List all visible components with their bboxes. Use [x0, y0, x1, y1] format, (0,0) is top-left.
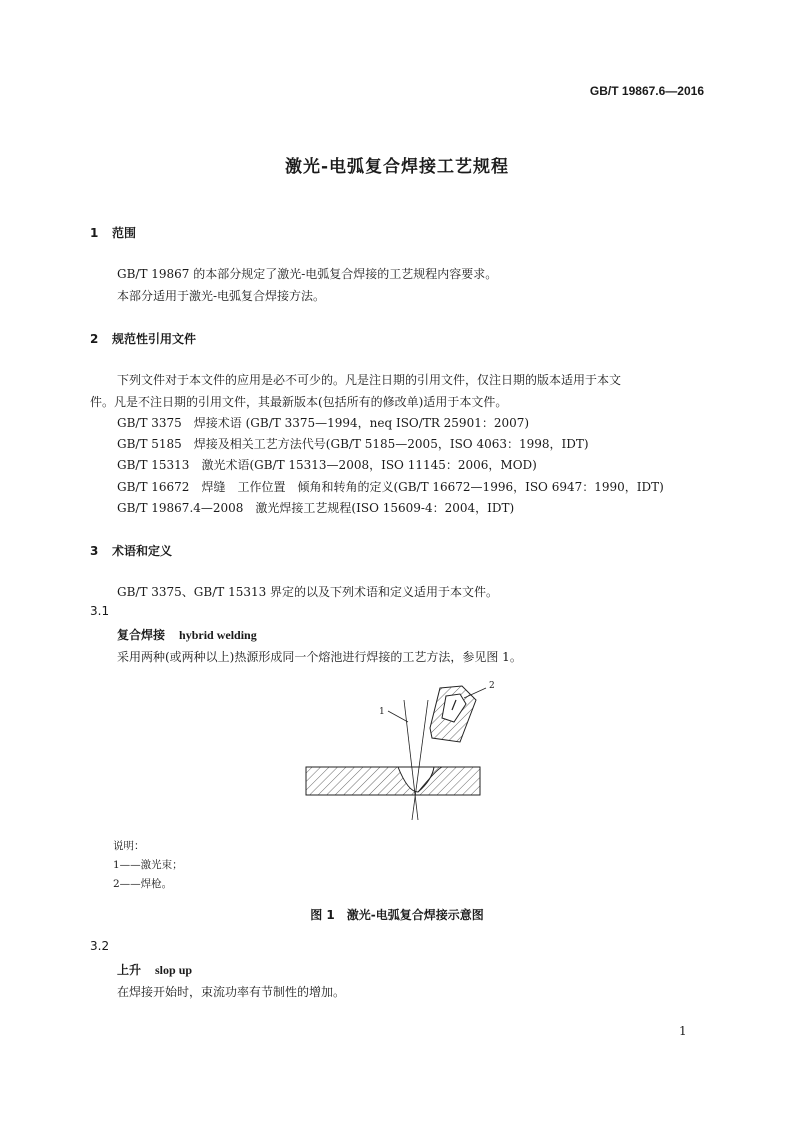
reference-item: GB/T 5185 焊接及相关工艺方法代号(GB/T 5185—2005，ISO 4063：1998，IDT) — [117, 437, 589, 451]
laser-beam — [404, 700, 428, 820]
figure-label-1: 1 — [379, 707, 385, 717]
terms-intro: GB/T 3375、GB/T 15313 界定的以及下列术语和定义适用于本文件。 — [117, 585, 499, 599]
legend-item: 2——焊枪。 — [113, 878, 173, 890]
term-number: 3.2 — [90, 939, 110, 953]
reference-item: GB/T 16672 焊缝 工作位置 倾角和转角的定义(GB/T 16672—1996，ISO 6947：1990，IDT) — [117, 480, 664, 494]
term-number: 3.1 — [90, 604, 110, 618]
section-number: 3 — [90, 544, 99, 558]
welding-torch — [430, 686, 476, 742]
scope-paragraph-1: GB/T 19867 的本部分规定了激光-电弧复合焊接的工艺规程内容要求。 — [117, 267, 498, 281]
reference-item: GB/T 19867.4—2008 激光焊接工艺规程(ISO 15609-4：2004，IDT) — [117, 501, 515, 515]
term-english: hybrid welding — [179, 628, 257, 642]
reference-item: GB/T 3375 焊接术语 (GB/T 3375—1994，neq ISO/TR 25901：2007) — [117, 416, 530, 430]
section-heading-normative-references — [90, 330, 196, 347]
term-title — [117, 961, 192, 978]
references-intro-line-2: 件。凡是不注日期的引用文件，其最新版本(包括所有的修改单)适用于本文件。 — [90, 395, 508, 409]
term-title — [117, 626, 257, 643]
section-title: 术语和定义 — [112, 544, 173, 558]
term-chinese: 复合焊接 — [117, 628, 166, 642]
references-intro-line-1: 下列文件对于本文件的应用是必不可少的。凡是注日期的引用文件，仅注日期的版本适用于本文 — [117, 373, 622, 387]
legend-item: 1——激光束； — [113, 859, 183, 871]
section-title: 规范性引用文件 — [112, 332, 197, 346]
term-definition: 在焊接开始时，束流功率有节制性的增加。 — [117, 985, 346, 999]
hybrid-welding-figure — [290, 670, 510, 830]
page-number: 1 — [679, 1024, 687, 1038]
section-number: 2 — [90, 332, 99, 346]
term-english: slop up — [155, 963, 193, 977]
figure-label-2: 2 — [489, 681, 495, 691]
reference-item: GB/T 15313 激光术语(GB/T 15313—2008，ISO 11145：2006，MOD) — [117, 458, 537, 472]
figure-caption: 图 1 激光-电弧复合焊接示意图 — [310, 908, 484, 922]
section-number: 1 — [90, 226, 99, 240]
section-title: 范围 — [112, 226, 137, 240]
standard-number: GB/T 19867.6—2016 — [589, 84, 704, 98]
workpiece — [306, 767, 480, 795]
document-title: 激光-电弧复合焊接工艺规程 — [284, 157, 510, 177]
term-definition: 采用两种(或两种以上)热源形成同一个熔池进行焊接的工艺方法，参见图 1。 — [117, 650, 522, 664]
legend-title: 说明： — [113, 840, 145, 852]
scope-paragraph-2: 本部分适用于激光-电弧复合焊接方法。 — [117, 289, 326, 303]
term-chinese: 上升 — [117, 963, 142, 977]
section-heading-terms — [90, 542, 172, 559]
section-heading-scope — [90, 224, 136, 241]
